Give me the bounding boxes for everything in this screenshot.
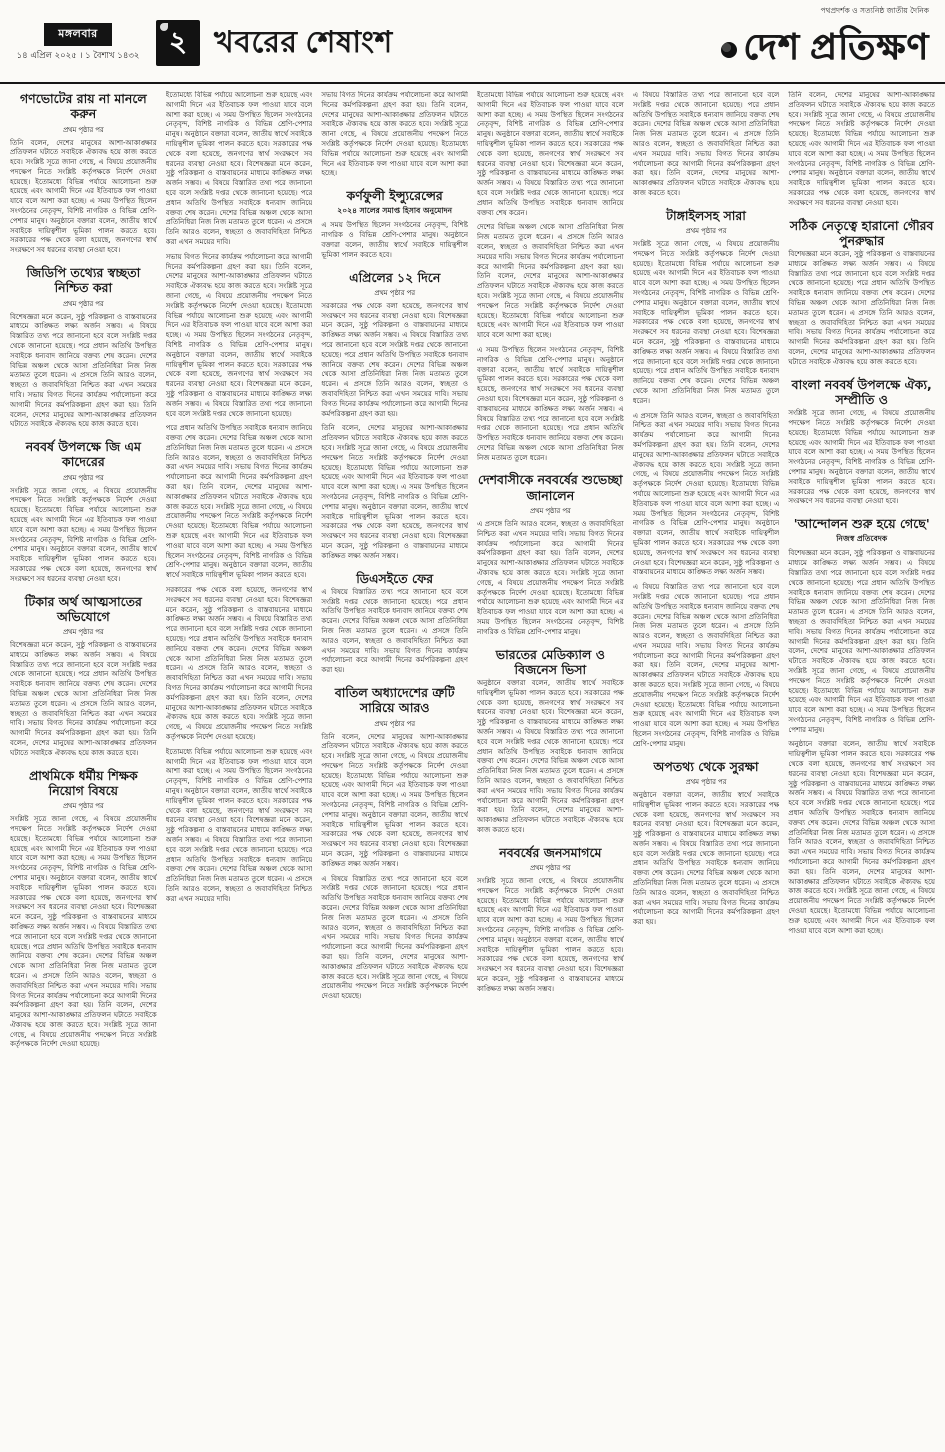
article-headline: নববর্ষের জনসমাগমে bbox=[499, 844, 602, 860]
article-headline: 'আন্দোলন শুরু হয়ে গেছে' bbox=[793, 516, 930, 532]
article-body: এ বিষয়ে বিস্তারিত তথ্য পরে জানানো হবে বলে সংশ্লিষ্ট দপ্তর থেকে জানানো হয়েছে। পরে প্রধান অতিথি উপস্থিত সবাইকে ধন্যবাদ জানিয়ে বক্তব্য শেষ করেন। দেশের বিভিন্ন অঞ্চল থেকে আসা প্রতিনিধিরা নিজ নিজ মতামত তুলে ধরেন। এ প্রসঙ্গে তিনি আরও বলেন, স্বচ্ছতা ও জবাবদিহিতা নিশ্চিত করা এখন সময়ের দাবি। সভায় বিগত দিনের কার্যক্রম পর্যালোচনা করে আগামী দিনের কর্মপরিকল্পনা গ্রহণ করা হয়। তিনি বলেন, দেশের মানুষের আশা-আকাঙ্ক্ষার প্রতিফলন ঘটাতে সবাইকে ঐক্যবদ্ধ হয়ে কাজ করতে হবে। সংশ্লিষ্ট সূত্রে জানা গেছে, এ বিষয়ে প্রয়োজনীয় পদক্ষেপ নিতে সংশ্লিষ্ট কর্তৃপক্ষকে নির্দেশ দেওয়া হয়েছে। bbox=[321, 874, 469, 1001]
article-body: বিশেষজ্ঞরা মনে করেন, সুষ্ঠু পরিকল্পনা ও বাস্তবায়নের মাধ্যমে কাঙ্ক্ষিত লক্ষ্য অর্জন সম্ভব। এ বিষয়ে বিস্তারিত তথ্য পরে জানানো হবে বলে সংশ্লিষ্ট দপ্তর থেকে জানানো হয়েছে। পরে প্রধান অতিথি উপস্থিত সবাইকে ধন্যবাদ জানিয়ে বক্তব্য শেষ করেন। দেশের বিভিন্ন অঞ্চল থেকে আসা প্রতিনিধিরা নিজ নিজ মতামত তুলে ধরেন। এ প্রসঙ্গে তিনি আরও বলেন, স্বচ্ছতা ও জবাবদিহিতা নিশ্চিত করা এখন সময়ের দাবি। সভায় বিগত দিনের কার্যক্রম পর্যালোচনা করে আগামী দিনের কর্মপরিকল্পনা গ্রহণ করা হয়। তিনি বলেন, দেশের মানুষের আশা-আকাঙ্ক্ষার প্রতিফলন ঘটাতে সবাইকে ঐক্যবদ্ধ হয়ে কাজ করতে হবে। সংশ্লিষ্ট সূত্রে জানা গেছে, এ বিষয়ে প্রয়োজনীয় পদক্ষেপ নিতে সংশ্লিষ্ট কর্তৃপক্ষকে নির্দেশ দেওয়া হয়েছে। ইতোমধ্যে বিভিন্ন পর্যায়ে আলোচনা শুরু হয়েছে এবং আগামী দিনে এর ইতিবাচক ফল পাওয়া যাবে বলে আশা করা হচ্ছে। এ সময় উপস্থিত ছিলেন সংগঠনের নেতৃবৃন্দ, বিশিষ্ট নাগরিক ও বিভিন্ন শ্রেণি-পেশার মানুষ। bbox=[788, 549, 936, 734]
article-body: সংশ্লিষ্ট সূত্রে জানা গেছে, এ বিষয়ে প্রয়োজনীয় পদক্ষেপ নিতে সংশ্লিষ্ট কর্তৃপক্ষকে নির্দেশ দেওয়া হয়েছে। ইতোমধ্যে বিভিন্ন পর্যায়ে আলোচনা শুরু হয়েছে এবং আগামী দিনে এর ইতিবাচক ফল পাওয়া যাবে বলে আশা করা হচ্ছে। এ সময় উপস্থিত ছিলেন সংগঠনের নেতৃবৃন্দ, বিশিষ্ট নাগরিক ও বিভিন্ন শ্রেণি-পেশার মানুষ। অনুষ্ঠানে বক্তারা বলেন, জাতীয় স্বার্থে সবাইকে দায়িত্বশীল ভূমিকা পালন করতে হবে। সরকারের পক্ষ থেকে বলা হয়েছে, জনগণের স্বার্থ সংরক্ষণে সব ধরনের ব্যবস্থা নেওয়া হবে। বিশেষজ্ঞরা মনে করেন, সুষ্ঠু পরিকল্পনা ও বাস্তবায়নের মাধ্যমে কাঙ্ক্ষিত লক্ষ্য অর্জন সম্ভব। এ বিষয়ে বিস্তারিত তথ্য পরে জানানো হবে বলে সংশ্লিষ্ট দপ্তর থেকে জানানো হয়েছে। পরে প্রধান অতিথি উপস্থিত সবাইকে ধন্যবাদ জানিয়ে বক্তব্য শেষ করেন। দেশের বিভিন্ন অঞ্চল থেকে আসা প্রতিনিধিরা নিজ নিজ মতামত তুলে ধরেন। এ প্রসঙ্গে তিনি আরও বলেন, স্বচ্ছতা ও জবাবদিহিতা নিশ্চিত করা এখন সময়ের দাবি। সভায় বিগত দিনের কার্যক্রম পর্যালোচনা করে আগামী দিনের কর্মপরিকল্পনা গ্রহণ করা হয়। তিনি বলেন, দেশের মানুষের আশা-আকাঙ্ক্ষার প্রতিফলন ঘটাতে সবাইকে ঐক্যবদ্ধ হয়ে কাজ করতে হবে। সংশ্লিষ্ট সূত্রে জানা গেছে, এ বিষয়ে প্রয়োজনীয় পদক্ষেপ নিতে সংশ্লিষ্ট কর্তৃপক্ষকে নির্দেশ দেওয়া হয়েছে। bbox=[10, 815, 157, 1049]
article-body: বিশেষজ্ঞরা মনে করেন, সুষ্ঠু পরিকল্পনা ও বাস্তবায়নের মাধ্যমে কাঙ্ক্ষিত লক্ষ্য অর্জন সম্ভব। এ বিষয়ে বিস্তারিত তথ্য পরে জানানো হবে বলে সংশ্লিষ্ট দপ্তর থেকে জানানো হয়েছে। পরে প্রধান অতিথি উপস্থিত সবাইকে ধন্যবাদ জানিয়ে বক্তব্য শেষ করেন। দেশের বিভিন্ন অঞ্চল থেকে আসা প্রতিনিধিরা নিজ নিজ মতামত তুলে ধরেন। এ প্রসঙ্গে তিনি আরও বলেন, স্বচ্ছতা ও জবাবদিহিতা নিশ্চিত করা এখন সময়ের দাবি। সভায় বিগত দিনের কার্যক্রম পর্যালোচনা করে আগামী দিনের কর্মপরিকল্পনা গ্রহণ করা হয়। তিনি বলেন, দেশের মানুষের আশা-আকাঙ্ক্ষার প্রতিফলন ঘটাতে সবাইকে ঐক্যবদ্ধ হয়ে কাজ করতে হবে। bbox=[10, 312, 157, 429]
masthead-title: দেশ প্রতিক্ষণ bbox=[743, 27, 929, 67]
masthead-tagline: পথপ্রদর্শক ও সত্যনিষ্ঠ জাতীয় দৈনিক bbox=[820, 6, 929, 15]
date-line: ১৪ এপ্রিল ২০২৫ । ১ বৈশাখ ১৪৩২ bbox=[16, 51, 140, 61]
article-subhead: ২০২৪ সালের সমাপ্ত হিসাব অনুমোদন bbox=[337, 206, 453, 216]
column-5 bbox=[633, 91, 780, 1437]
page-header bbox=[0, 0, 945, 84]
article-headline: দেশবাসীকে নববর্ষের শুভেচ্ছা জানালেন bbox=[478, 472, 623, 503]
continued-from-front-label: প্রথম পৃষ্ঠার পর bbox=[685, 777, 727, 786]
continued-from-front-label: প্রথম পৃষ্ঠার পর bbox=[374, 719, 416, 728]
article-body: অনুষ্ঠানে বক্তারা বলেন, জাতীয় স্বার্থে সবাইকে দায়িত্বশীল ভূমিকা পালন করতে হবে। সরকারের পক্ষ থেকে বলা হয়েছে, জনগণের স্বার্থ সংরক্ষণে সব ধরনের ব্যবস্থা নেওয়া হবে। বিশেষজ্ঞরা মনে করেন, সুষ্ঠু পরিকল্পনা ও বাস্তবায়নের মাধ্যমে কাঙ্ক্ষিত লক্ষ্য অর্জন সম্ভব। এ বিষয়ে বিস্তারিত তথ্য পরে জানানো হবে বলে সংশ্লিষ্ট দপ্তর থেকে জানানো হয়েছে। পরে প্রধান অতিথি উপস্থিত সবাইকে ধন্যবাদ জানিয়ে বক্তব্য শেষ করেন। দেশের বিভিন্ন অঞ্চল থেকে আসা প্রতিনিধিরা নিজ নিজ মতামত তুলে ধরেন। এ প্রসঙ্গে তিনি আরও বলেন, স্বচ্ছতা ও জবাবদিহিতা নিশ্চিত করা এখন সময়ের দাবি। সভায় বিগত দিনের কার্যক্রম পর্যালোচনা করে আগামী দিনের কর্মপরিকল্পনা গ্রহণ করা হয়। তিনি বলেন, দেশের মানুষের আশা-আকাঙ্ক্ষার প্রতিফলন ঘটাতে সবাইকে ঐক্যবদ্ধ হয়ে কাজ করতে হবে। bbox=[477, 679, 624, 834]
article-headline: টিকার অর্থ আত্মসাতের অভিযোগে bbox=[24, 593, 142, 624]
article-body: সংশ্লিষ্ট সূত্রে জানা গেছে, এ বিষয়ে প্রয়োজনীয় পদক্ষেপ নিতে সংশ্লিষ্ট কর্তৃপক্ষকে নির্দেশ দেওয়া হয়েছে। ইতোমধ্যে বিভিন্ন পর্যায়ে আলোচনা শুরু হয়েছে এবং আগামী দিনে এর ইতিবাচক ফল পাওয়া যাবে বলে আশা করা হচ্ছে। এ সময় উপস্থিত ছিলেন সংগঠনের নেতৃবৃন্দ, বিশিষ্ট নাগরিক ও বিভিন্ন শ্রেণি-পেশার মানুষ। অনুষ্ঠানে বক্তারা বলেন, জাতীয় স্বার্থে সবাইকে দায়িত্বশীল ভূমিকা পালন করতে হবে। সরকারের পক্ষ থেকে বলা হয়েছে, জনগণের স্বার্থ সংরক্ষণে সব ধরনের ব্যবস্থা নেওয়া হবে। bbox=[10, 486, 157, 583]
article-headline: নববর্ষ উপলক্ষে জি এম কাদেরের bbox=[25, 439, 141, 470]
article-body: সংশ্লিষ্ট সূত্রে জানা গেছে, এ বিষয়ে প্রয়োজনীয় পদক্ষেপ নিতে সংশ্লিষ্ট কর্তৃপক্ষকে নির্দেশ দেওয়া হয়েছে। ইতোমধ্যে বিভিন্ন পর্যায়ে আলোচনা শুরু হয়েছে এবং আগামী দিনে এর ইতিবাচক ফল পাওয়া যাবে বলে আশা করা হচ্ছে। এ সময় উপস্থিত ছিলেন সংগঠনের নেতৃবৃন্দ, বিশিষ্ট নাগরিক ও বিভিন্ন শ্রেণি-পেশার মানুষ। অনুষ্ঠানে বক্তারা বলেন, জাতীয় স্বার্থে সবাইকে দায়িত্বশীল ভূমিকা পালন করতে হবে। সরকারের পক্ষ থেকে বলা হয়েছে, জনগণের স্বার্থ সংরক্ষণে সব ধরনের ব্যবস্থা নেওয়া হবে। বিশেষজ্ঞরা মনে করেন, সুষ্ঠু পরিকল্পনা ও বাস্তবায়নের মাধ্যমে কাঙ্ক্ষিত লক্ষ্য অর্জন সম্ভব। এ বিষয়ে বিস্তারিত তথ্য পরে জানানো হবে বলে সংশ্লিষ্ট দপ্তর থেকে জানানো হয়েছে। পরে প্রধান অতিথি উপস্থিত সবাইকে ধন্যবাদ জানিয়ে বক্তব্য শেষ করেন। দেশের বিভিন্ন অঞ্চল থেকে আসা প্রতিনিধিরা নিজ নিজ মতামত তুলে ধরেন। bbox=[632, 240, 780, 405]
continued-from-front-label: প্রথম পৃষ্ঠার পর bbox=[62, 628, 104, 637]
article-body: এ বিষয়ে বিস্তারিত তথ্য পরে জানানো হবে বলে সংশ্লিষ্ট দপ্তর থেকে জানানো হয়েছে। পরে প্রধান অতিথি উপস্থিত সবাইকে ধন্যবাদ জানিয়ে বক্তব্য শেষ করেন। দেশের বিভিন্ন অঞ্চল থেকে আসা প্রতিনিধিরা নিজ নিজ মতামত তুলে ধরেন। এ প্রসঙ্গে তিনি আরও বলেন, স্বচ্ছতা ও জবাবদিহিতা নিশ্চিত করা এখন সময়ের দাবি। সভায় বিগত দিনের কার্যক্রম পর্যালোচনা করে আগামী দিনের কর্মপরিকল্পনা গ্রহণ করা হয়। bbox=[321, 587, 469, 675]
column-3 bbox=[321, 91, 468, 1437]
article-subhead: নিজস্ব প্রতিবেদক bbox=[836, 534, 888, 544]
article-headline: ভারতের মেডিক্যাল ও বিজনেস ভিসা bbox=[495, 646, 605, 677]
continued-from-front-label: প্রথম পৃষ্ঠার পর bbox=[374, 288, 416, 297]
article-body: অনুষ্ঠানে বক্তারা বলেন, জাতীয় স্বার্থে সবাইকে দায়িত্বশীল ভূমিকা পালন করতে হবে। সরকারের পক্ষ থেকে বলা হয়েছে, জনগণের স্বার্থ সংরক্ষণে সব ধরনের ব্যবস্থা নেওয়া হবে। বিশেষজ্ঞরা মনে করেন, সুষ্ঠু পরিকল্পনা ও বাস্তবায়নের মাধ্যমে কাঙ্ক্ষিত লক্ষ্য অর্জন সম্ভব। এ বিষয়ে বিস্তারিত তথ্য পরে জানানো হবে বলে সংশ্লিষ্ট দপ্তর থেকে জানানো হয়েছে। পরে প্রধান অতিথি উপস্থিত সবাইকে ধন্যবাদ জানিয়ে বক্তব্য শেষ করেন। দেশের বিভিন্ন অঞ্চল থেকে আসা প্রতিনিধিরা নিজ নিজ মতামত তুলে ধরেন। এ প্রসঙ্গে তিনি আরও বলেন, স্বচ্ছতা ও জবাবদিহিতা নিশ্চিত করা এখন সময়ের দাবি। সভায় বিগত দিনের কার্যক্রম পর্যালোচনা করে আগামী দিনের কর্মপরিকল্পনা গ্রহণ করা হয়। তিনি বলেন, দেশের মানুষের আশা-আকাঙ্ক্ষার প্রতিফলন ঘটাতে সবাইকে ঐক্যবদ্ধ হয়ে কাজ করতে হবে। সংশ্লিষ্ট সূত্রে জানা গেছে, এ বিষয়ে প্রয়োজনীয় পদক্ষেপ নিতে সংশ্লিষ্ট কর্তৃপক্ষকে নির্দেশ দেওয়া হয়েছে। ইতোমধ্যে বিভিন্ন পর্যায়ে আলোচনা শুরু হয়েছে এবং আগামী দিনে এর ইতিবাচক ফল পাওয়া যাবে বলে আশা করা হচ্ছে। bbox=[788, 740, 936, 935]
continued-from-front-label: প্রথম পৃষ্ঠার পর bbox=[530, 864, 571, 873]
article-headline: জিডিপি তথ্যের স্বচ্ছতা নিশ্চিত করা bbox=[26, 265, 141, 296]
leaf-icon bbox=[160, 23, 168, 31]
masthead-block bbox=[721, 6, 931, 80]
article-body: ইতোমধ্যে বিভিন্ন পর্যায়ে আলোচনা শুরু হয়েছে এবং আগামী দিনে এর ইতিবাচক ফল পাওয়া যাবে বলে আশা করা হচ্ছে। এ সময় উপস্থিত ছিলেন সংগঠনের নেতৃবৃন্দ, বিশিষ্ট নাগরিক ও বিভিন্ন শ্রেণি-পেশার মানুষ। অনুষ্ঠানে বক্তারা বলেন, জাতীয় স্বার্থে সবাইকে দায়িত্বশীল ভূমিকা পালন করতে হবে। সরকারের পক্ষ থেকে বলা হয়েছে, জনগণের স্বার্থ সংরক্ষণে সব ধরনের ব্যবস্থা নেওয়া হবে। বিশেষজ্ঞরা মনে করেন, সুষ্ঠু পরিকল্পনা ও বাস্তবায়নের মাধ্যমে কাঙ্ক্ষিত লক্ষ্য অর্জন সম্ভব। এ বিষয়ে বিস্তারিত তথ্য পরে জানানো হবে বলে সংশ্লিষ্ট দপ্তর থেকে জানানো হয়েছে। পরে প্রধান অতিথি উপস্থিত সবাইকে ধন্যবাদ জানিয়ে বক্তব্য শেষ করেন। দেশের বিভিন্ন অঞ্চল থেকে আসা প্রতিনিধিরা নিজ নিজ মতামত তুলে ধরেন। এ প্রসঙ্গে তিনি আরও বলেন, স্বচ্ছতা ও জবাবদিহিতা নিশ্চিত করা এখন সময়ের দাবি। bbox=[165, 747, 313, 903]
article-body: এ বিষয়ে বিস্তারিত তথ্য পরে জানানো হবে বলে সংশ্লিষ্ট দপ্তর থেকে জানানো হয়েছে। পরে প্রধান অতিথি উপস্থিত সবাইকে ধন্যবাদ জানিয়ে বক্তব্য শেষ করেন। দেশের বিভিন্ন অঞ্চল থেকে আসা প্রতিনিধিরা নিজ নিজ মতামত তুলে ধরেন। এ প্রসঙ্গে তিনি আরও বলেন, স্বচ্ছতা ও জবাবদিহিতা নিশ্চিত করা এখন সময়ের দাবি। সভায় বিগত দিনের কার্যক্রম পর্যালোচনা করে আগামী দিনের কর্মপরিকল্পনা গ্রহণ করা হয়। তিনি বলেন, দেশের মানুষের আশা-আকাঙ্ক্ষার প্রতিফলন ঘটাতে সবাইকে ঐক্যবদ্ধ হয়ে কাজ করতে হবে। bbox=[632, 91, 780, 197]
column-4 bbox=[477, 91, 624, 1437]
column-6 bbox=[788, 91, 935, 1437]
section-title: খবরের শেষাংশ bbox=[214, 25, 393, 59]
article-body: সংশ্লিষ্ট সূত্রে জানা গেছে, এ বিষয়ে প্রয়োজনীয় পদক্ষেপ নিতে সংশ্লিষ্ট কর্তৃপক্ষকে নির্দেশ দেওয়া হয়েছে। ইতোমধ্যে বিভিন্ন পর্যায়ে আলোচনা শুরু হয়েছে এবং আগামী দিনে এর ইতিবাচক ফল পাওয়া যাবে বলে আশা করা হচ্ছে। এ সময় উপস্থিত ছিলেন সংগঠনের নেতৃবৃন্দ, বিশিষ্ট নাগরিক ও বিভিন্ন শ্রেণি-পেশার মানুষ। অনুষ্ঠানে বক্তারা বলেন, জাতীয় স্বার্থে সবাইকে দায়িত্বশীল ভূমিকা পালন করতে হবে। সরকারের পক্ষ থেকে বলা হয়েছে, জনগণের স্বার্থ সংরক্ষণে সব ধরনের ব্যবস্থা নেওয়া হবে। বিশেষজ্ঞরা মনে করেন, সুষ্ঠু পরিকল্পনা ও বাস্তবায়নের মাধ্যমে কাঙ্ক্ষিত লক্ষ্য অর্জন সম্ভব। bbox=[477, 877, 624, 993]
masthead-logo-icon bbox=[721, 42, 737, 58]
continued-from-front-label: প্রথম পৃষ্ঠার পর bbox=[685, 227, 727, 236]
article-headline: প্রাথমিকে ধর্মীয় শিক্ষক নিয়োগ বিষয়ে bbox=[28, 767, 138, 798]
article-headline: টাঙ্গাইলসহ সারা bbox=[666, 207, 746, 223]
article-headline: বাংলা নববর্ষ উপলক্ষে ঐক্য, সম্প্রীতি ও bbox=[791, 376, 932, 407]
article-body: তিনি বলেন, দেশের মানুষের আশা-আকাঙ্ক্ষার প্রতিফলন ঘটাতে সবাইকে ঐক্যবদ্ধ হয়ে কাজ করতে হবে। সংশ্লিষ্ট সূত্রে জানা গেছে, এ বিষয়ে প্রয়োজনীয় পদক্ষেপ নিতে সংশ্লিষ্ট কর্তৃপক্ষকে নির্দেশ দেওয়া হয়েছে। ইতোমধ্যে বিভিন্ন পর্যায়ে আলোচনা শুরু হয়েছে এবং আগামী দিনে এর ইতিবাচক ফল পাওয়া যাবে বলে আশা করা হচ্ছে। এ সময় উপস্থিত ছিলেন সংগঠনের নেতৃবৃন্দ, বিশিষ্ট নাগরিক ও বিভিন্ন শ্রেণি-পেশার মানুষ। অনুষ্ঠানে বক্তারা বলেন, জাতীয় স্বার্থে সবাইকে দায়িত্বশীল ভূমিকা পালন করতে হবে। সরকারের পক্ষ থেকে বলা হয়েছে, জনগণের স্বার্থ সংরক্ষণে সব ধরনের ব্যবস্থা নেওয়া হবে। বিশেষজ্ঞরা মনে করেন, সুষ্ঠু পরিকল্পনা ও বাস্তবায়নের মাধ্যমে কাঙ্ক্ষিত লক্ষ্য অর্জন সম্ভব। bbox=[321, 424, 469, 560]
article-body: এ প্রসঙ্গে তিনি আরও বলেন, স্বচ্ছতা ও জবাবদিহিতা নিশ্চিত করা এখন সময়ের দাবি। সভায় বিগত দিনের কার্যক্রম পর্যালোচনা করে আগামী দিনের কর্মপরিকল্পনা গ্রহণ করা হয়। তিনি বলেন, দেশের মানুষের আশা-আকাঙ্ক্ষার প্রতিফলন ঘটাতে সবাইকে ঐক্যবদ্ধ হয়ে কাজ করতে হবে। সংশ্লিষ্ট সূত্রে জানা গেছে, এ বিষয়ে প্রয়োজনীয় পদক্ষেপ নিতে সংশ্লিষ্ট কর্তৃপক্ষকে নির্দেশ দেওয়া হয়েছে। ইতোমধ্যে বিভিন্ন পর্যায়ে আলোচনা শুরু হয়েছে এবং আগামী দিনে এর ইতিবাচক ফল পাওয়া যাবে বলে আশা করা হচ্ছে। এ সময় উপস্থিত ছিলেন সংগঠনের নেতৃবৃন্দ, বিশিষ্ট নাগরিক ও বিভিন্ন শ্রেণি-পেশার মানুষ। bbox=[477, 519, 624, 636]
page-number: ২ bbox=[168, 24, 188, 58]
article-body: অনুষ্ঠানে বক্তারা বলেন, জাতীয় স্বার্থে সবাইকে দায়িত্বশীল ভূমিকা পালন করতে হবে। সরকারের পক্ষ থেকে বলা হয়েছে, জনগণের স্বার্থ সংরক্ষণে সব ধরনের ব্যবস্থা নেওয়া হবে। বিশেষজ্ঞরা মনে করেন, সুষ্ঠু পরিকল্পনা ও বাস্তবায়নের মাধ্যমে কাঙ্ক্ষিত লক্ষ্য অর্জন সম্ভব। এ বিষয়ে বিস্তারিত তথ্য পরে জানানো হবে বলে সংশ্লিষ্ট দপ্তর থেকে জানানো হয়েছে। পরে প্রধান অতিথি উপস্থিত সবাইকে ধন্যবাদ জানিয়ে বক্তব্য শেষ করেন। দেশের বিভিন্ন অঞ্চল থেকে আসা প্রতিনিধিরা নিজ নিজ মতামত তুলে ধরেন। এ প্রসঙ্গে তিনি আরও বলেন, স্বচ্ছতা ও জবাবদিহিতা নিশ্চিত করা এখন সময়ের দাবি। সভায় বিগত দিনের কার্যক্রম পর্যালোচনা করে আগামী দিনের কর্মপরিকল্পনা গ্রহণ করা হয়। bbox=[632, 790, 780, 927]
article-body: ইতোমধ্যে বিভিন্ন পর্যায়ে আলোচনা শুরু হয়েছে এবং আগামী দিনে এর ইতিবাচক ফল পাওয়া যাবে বলে আশা করা হচ্ছে। এ সময় উপস্থিত ছিলেন সংগঠনের নেতৃবৃন্দ, বিশিষ্ট নাগরিক ও বিভিন্ন শ্রেণি-পেশার মানুষ। অনুষ্ঠানে বক্তারা বলেন, জাতীয় স্বার্থে সবাইকে দায়িত্বশীল ভূমিকা পালন করতে হবে। সরকারের পক্ষ থেকে বলা হয়েছে, জনগণের স্বার্থ সংরক্ষণে সব ধরনের ব্যবস্থা নেওয়া হবে। বিশেষজ্ঞরা মনে করেন, সুষ্ঠু পরিকল্পনা ও বাস্তবায়নের মাধ্যমে কাঙ্ক্ষিত লক্ষ্য অর্জন সম্ভব। এ বিষয়ে বিস্তারিত তথ্য পরে জানানো হবে বলে সংশ্লিষ্ট দপ্তর থেকে জানানো হয়েছে। পরে প্রধান অতিথি উপস্থিত সবাইকে ধন্যবাদ জানিয়ে বক্তব্য শেষ করেন। bbox=[477, 91, 624, 217]
article-body: এ প্রসঙ্গে তিনি আরও বলেন, স্বচ্ছতা ও জবাবদিহিতা নিশ্চিত করা এখন সময়ের দাবি। সভায় বিগত দিনের কার্যক্রম পর্যালোচনা করে আগামী দিনের কর্মপরিকল্পনা গ্রহণ করা হয়। তিনি বলেন, দেশের মানুষের আশা-আকাঙ্ক্ষার প্রতিফলন ঘটাতে সবাইকে ঐক্যবদ্ধ হয়ে কাজ করতে হবে। সংশ্লিষ্ট সূত্রে জানা গেছে, এ বিষয়ে প্রয়োজনীয় পদক্ষেপ নিতে সংশ্লিষ্ট কর্তৃপক্ষকে নির্দেশ দেওয়া হয়েছে। ইতোমধ্যে বিভিন্ন পর্যায়ে আলোচনা শুরু হয়েছে এবং আগামী দিনে এর ইতিবাচক ফল পাওয়া যাবে বলে আশা করা হচ্ছে। এ সময় উপস্থিত ছিলেন সংগঠনের নেতৃবৃন্দ, বিশিষ্ট নাগরিক ও বিভিন্ন শ্রেণি-পেশার মানুষ। অনুষ্ঠানে বক্তারা বলেন, জাতীয় স্বার্থে সবাইকে দায়িত্বশীল ভূমিকা পালন করতে হবে। সরকারের পক্ষ থেকে বলা হয়েছে, জনগণের স্বার্থ সংরক্ষণে সব ধরনের ব্যবস্থা নেওয়া হবে। বিশেষজ্ঞরা মনে করেন, সুষ্ঠু পরিকল্পনা ও বাস্তবায়নের মাধ্যমে কাঙ্ক্ষিত লক্ষ্য অর্জন সম্ভব। bbox=[632, 411, 780, 577]
article-body: এ সময় উপস্থিত ছিলেন সংগঠনের নেতৃবৃন্দ, বিশিষ্ট নাগরিক ও বিভিন্ন শ্রেণি-পেশার মানুষ। অনুষ্ঠানে বক্তারা বলেন, জাতীয় স্বার্থে সবাইকে দায়িত্বশীল ভূমিকা পালন করতে হবে। সরকারের পক্ষ থেকে বলা হয়েছে, জনগণের স্বার্থ সংরক্ষণে সব ধরনের ব্যবস্থা নেওয়া হবে। বিশেষজ্ঞরা মনে করেন, সুষ্ঠু পরিকল্পনা ও বাস্তবায়নের মাধ্যমে কাঙ্ক্ষিত লক্ষ্য অর্জন সম্ভব। এ বিষয়ে বিস্তারিত তথ্য পরে জানানো হবে বলে সংশ্লিষ্ট দপ্তর থেকে জানানো হয়েছে। পরে প্রধান অতিথি উপস্থিত সবাইকে ধন্যবাদ জানিয়ে বক্তব্য শেষ করেন। দেশের বিভিন্ন অঞ্চল থেকে আসা প্রতিনিধিরা নিজ নিজ মতামত তুলে ধরেন। bbox=[477, 345, 624, 462]
continued-from-front-label: প্রথম পৃষ্ঠার পর bbox=[62, 802, 104, 811]
article-headline: ডিএসইতে ফের bbox=[356, 570, 434, 586]
article-body: সরকারের পক্ষ থেকে বলা হয়েছে, জনগণের স্বার্থ সংরক্ষণে সব ধরনের ব্যবস্থা নেওয়া হবে। বিশেষজ্ঞরা মনে করেন, সুষ্ঠু পরিকল্পনা ও বাস্তবায়নের মাধ্যমে কাঙ্ক্ষিত লক্ষ্য অর্জন সম্ভব। এ বিষয়ে বিস্তারিত তথ্য পরে জানানো হবে বলে সংশ্লিষ্ট দপ্তর থেকে জানানো হয়েছে। পরে প্রধান অতিথি উপস্থিত সবাইকে ধন্যবাদ জানিয়ে বক্তব্য শেষ করেন। দেশের বিভিন্ন অঞ্চল থেকে আসা প্রতিনিধিরা নিজ নিজ মতামত তুলে ধরেন। এ প্রসঙ্গে তিনি আরও বলেন, স্বচ্ছতা ও জবাবদিহিতা নিশ্চিত করা এখন সময়ের দাবি। সভায় বিগত দিনের কার্যক্রম পর্যালোচনা করে আগামী দিনের কর্মপরিকল্পনা গ্রহণ করা হয়। bbox=[321, 301, 469, 418]
continued-from-front-label: প্রথম পৃষ্ঠার পর bbox=[62, 473, 104, 482]
article-body: এ বিষয়ে বিস্তারিত তথ্য পরে জানানো হবে বলে সংশ্লিষ্ট দপ্তর থেকে জানানো হয়েছে। পরে প্রধান অতিথি উপস্থিত সবাইকে ধন্যবাদ জানিয়ে বক্তব্য শেষ করেন। দেশের বিভিন্ন অঞ্চল থেকে আসা প্রতিনিধিরা নিজ নিজ মতামত তুলে ধরেন। এ প্রসঙ্গে তিনি আরও বলেন, স্বচ্ছতা ও জবাবদিহিতা নিশ্চিত করা এখন সময়ের দাবি। সভায় বিগত দিনের কার্যক্রম পর্যালোচনা করে আগামী দিনের কর্মপরিকল্পনা গ্রহণ করা হয়। তিনি বলেন, দেশের মানুষের আশা-আকাঙ্ক্ষার প্রতিফলন ঘটাতে সবাইকে ঐক্যবদ্ধ হয়ে কাজ করতে হবে। সংশ্লিষ্ট সূত্রে জানা গেছে, এ বিষয়ে প্রয়োজনীয় পদক্ষেপ নিতে সংশ্লিষ্ট কর্তৃপক্ষকে নির্দেশ দেওয়া হয়েছে। ইতোমধ্যে বিভিন্ন পর্যায়ে আলোচনা শুরু হয়েছে এবং আগামী দিনে এর ইতিবাচক ফল পাওয়া যাবে বলে আশা করা হচ্ছে। এ সময় উপস্থিত ছিলেন সংগঠনের নেতৃবৃন্দ, বিশিষ্ট নাগরিক ও বিভিন্ন শ্রেণি-পেশার মানুষ। bbox=[632, 583, 780, 748]
article-headline: কর্ণফুলী ইন্স্যুরেন্সের bbox=[346, 188, 443, 204]
article-body: সরকারের পক্ষ থেকে বলা হয়েছে, জনগণের স্বার্থ সংরক্ষণে সব ধরনের ব্যবস্থা নেওয়া হবে। বিশেষজ্ঞরা মনে করেন, সুষ্ঠু পরিকল্পনা ও বাস্তবায়নের মাধ্যমে কাঙ্ক্ষিত লক্ষ্য অর্জন সম্ভব। এ বিষয়ে বিস্তারিত তথ্য পরে জানানো হবে বলে সংশ্লিষ্ট দপ্তর থেকে জানানো হয়েছে। পরে প্রধান অতিথি উপস্থিত সবাইকে ধন্যবাদ জানিয়ে বক্তব্য শেষ করেন। দেশের বিভিন্ন অঞ্চল থেকে আসা প্রতিনিধিরা নিজ নিজ মতামত তুলে ধরেন। এ প্রসঙ্গে তিনি আরও বলেন, স্বচ্ছতা ও জবাবদিহিতা নিশ্চিত করা এখন সময়ের দাবি। সভায় বিগত দিনের কার্যক্রম পর্যালোচনা করে আগামী দিনের কর্মপরিকল্পনা গ্রহণ করা হয়। তিনি বলেন, দেশের মানুষের আশা-আকাঙ্ক্ষার প্রতিফলন ঘটাতে সবাইকে ঐক্যবদ্ধ হয়ে কাজ করতে হবে। সংশ্লিষ্ট সূত্রে জানা গেছে, এ বিষয়ে প্রয়োজনীয় পদক্ষেপ নিতে সংশ্লিষ্ট কর্তৃপক্ষকে নির্দেশ দেওয়া হয়েছে। bbox=[165, 586, 313, 741]
article-body: তিনি বলেন, দেশের মানুষের আশা-আকাঙ্ক্ষার প্রতিফলন ঘটাতে সবাইকে ঐক্যবদ্ধ হয়ে কাজ করতে হবে। সংশ্লিষ্ট সূত্রে জানা গেছে, এ বিষয়ে প্রয়োজনীয় পদক্ষেপ নিতে সংশ্লিষ্ট কর্তৃপক্ষকে নির্দেশ দেওয়া হয়েছে। ইতোমধ্যে বিভিন্ন পর্যায়ে আলোচনা শুরু হয়েছে এবং আগামী দিনে এর ইতিবাচক ফল পাওয়া যাবে বলে আশা করা হচ্ছে। এ সময় উপস্থিত ছিলেন সংগঠনের নেতৃবৃন্দ, বিশিষ্ট নাগরিক ও বিভিন্ন শ্রেণি-পেশার মানুষ। অনুষ্ঠানে বক্তারা বলেন, জাতীয় স্বার্থে সবাইকে দায়িত্বশীল ভূমিকা পালন করতে হবে। সরকারের পক্ষ থেকে বলা হয়েছে, জনগণের স্বার্থ সংরক্ষণে সব ধরনের ব্যবস্থা নেওয়া হবে। bbox=[788, 91, 936, 207]
article-body: সভায় বিগত দিনের কার্যক্রম পর্যালোচনা করে আগামী দিনের কর্মপরিকল্পনা গ্রহণ করা হয়। তিনি বলেন, দেশের মানুষের আশা-আকাঙ্ক্ষার প্রতিফলন ঘটাতে সবাইকে ঐক্যবদ্ধ হয়ে কাজ করতে হবে। সংশ্লিষ্ট সূত্রে জানা গেছে, এ বিষয়ে প্রয়োজনীয় পদক্ষেপ নিতে সংশ্লিষ্ট কর্তৃপক্ষকে নির্দেশ দেওয়া হয়েছে। ইতোমধ্যে বিভিন্ন পর্যায়ে আলোচনা শুরু হয়েছে এবং আগামী দিনে এর ইতিবাচক ফল পাওয়া যাবে বলে আশা করা হচ্ছে। bbox=[321, 91, 469, 178]
continued-from-front-label: প্রথম পৃষ্ঠার পর bbox=[530, 506, 571, 515]
article-headline: গণভোটের রায় না মানলে করুন bbox=[19, 91, 147, 122]
article-body: তিনি বলেন, দেশের মানুষের আশা-আকাঙ্ক্ষার প্রতিফলন ঘটাতে সবাইকে ঐক্যবদ্ধ হয়ে কাজ করতে হবে। সংশ্লিষ্ট সূত্রে জানা গেছে, এ বিষয়ে প্রয়োজনীয় পদক্ষেপ নিতে সংশ্লিষ্ট কর্তৃপক্ষকে নির্দেশ দেওয়া হয়েছে। ইতোমধ্যে বিভিন্ন পর্যায়ে আলোচনা শুরু হয়েছে এবং আগামী দিনে এর ইতিবাচক ফল পাওয়া যাবে বলে আশা করা হচ্ছে। এ সময় উপস্থিত ছিলেন সংগঠনের নেতৃবৃন্দ, বিশিষ্ট নাগরিক ও বিভিন্ন শ্রেণি-পেশার মানুষ। অনুষ্ঠানে বক্তারা বলেন, জাতীয় স্বার্থে সবাইকে দায়িত্বশীল ভূমিকা পালন করতে হবে। সরকারের পক্ষ থেকে বলা হয়েছে, জনগণের স্বার্থ সংরক্ষণে সব ধরনের ব্যবস্থা নেওয়া হবে। bbox=[10, 138, 157, 255]
article-headline: সঠিক নেতৃত্বে হারানো গৌরব পুনরুদ্ধার bbox=[789, 217, 934, 248]
day-banner: মঙ্গলবার bbox=[44, 23, 111, 46]
columns bbox=[0, 84, 945, 1444]
article-body: ইতোমধ্যে বিভিন্ন পর্যায়ে আলোচনা শুরু হয়েছে এবং আগামী দিনে এর ইতিবাচক ফল পাওয়া যাবে বলে আশা করা হচ্ছে। এ সময় উপস্থিত ছিলেন সংগঠনের নেতৃবৃন্দ, বিশিষ্ট নাগরিক ও বিভিন্ন শ্রেণি-পেশার মানুষ। অনুষ্ঠানে বক্তারা বলেন, জাতীয় স্বার্থে সবাইকে দায়িত্বশীল ভূমিকা পালন করতে হবে। সরকারের পক্ষ থেকে বলা হয়েছে, জনগণের স্বার্থ সংরক্ষণে সব ধরনের ব্যবস্থা নেওয়া হবে। বিশেষজ্ঞরা মনে করেন, সুষ্ঠু পরিকল্পনা ও বাস্তবায়নের মাধ্যমে কাঙ্ক্ষিত লক্ষ্য অর্জন সম্ভব। এ বিষয়ে বিস্তারিত তথ্য পরে জানানো হবে বলে সংশ্লিষ্ট দপ্তর থেকে জানানো হয়েছে। পরে প্রধান অতিথি উপস্থিত সবাইকে ধন্যবাদ জানিয়ে বক্তব্য শেষ করেন। দেশের বিভিন্ন অঞ্চল থেকে আসা প্রতিনিধিরা নিজ নিজ মতামত তুলে ধরেন। এ প্রসঙ্গে তিনি আরও বলেন, স্বচ্ছতা ও জবাবদিহিতা নিশ্চিত করা এখন সময়ের দাবি। bbox=[165, 91, 313, 246]
article-body: বিশেষজ্ঞরা মনে করেন, সুষ্ঠু পরিকল্পনা ও বাস্তবায়নের মাধ্যমে কাঙ্ক্ষিত লক্ষ্য অর্জন সম্ভব। এ বিষয়ে বিস্তারিত তথ্য পরে জানানো হবে বলে সংশ্লিষ্ট দপ্তর থেকে জানানো হয়েছে। পরে প্রধান অতিথি উপস্থিত সবাইকে ধন্যবাদ জানিয়ে বক্তব্য শেষ করেন। দেশের বিভিন্ন অঞ্চল থেকে আসা প্রতিনিধিরা নিজ নিজ মতামত তুলে ধরেন। এ প্রসঙ্গে তিনি আরও বলেন, স্বচ্ছতা ও জবাবদিহিতা নিশ্চিত করা এখন সময়ের দাবি। সভায় বিগত দিনের কার্যক্রম পর্যালোচনা করে আগামী দিনের কর্মপরিকল্পনা গ্রহণ করা হয়। তিনি বলেন, দেশের মানুষের আশা-আকাঙ্ক্ষার প্রতিফলন ঘটাতে সবাইকে ঐক্যবদ্ধ হয়ে কাজ করতে হবে। bbox=[788, 250, 936, 366]
article-headline: অপতথ্য থেকে সুরক্ষা bbox=[653, 758, 759, 774]
page-number-badge bbox=[156, 20, 200, 66]
article-body: সংশ্লিষ্ট সূত্রে জানা গেছে, এ বিষয়ে প্রয়োজনীয় পদক্ষেপ নিতে সংশ্লিষ্ট কর্তৃপক্ষকে নির্দেশ দেওয়া হয়েছে। ইতোমধ্যে বিভিন্ন পর্যায়ে আলোচনা শুরু হয়েছে এবং আগামী দিনে এর ইতিবাচক ফল পাওয়া যাবে বলে আশা করা হচ্ছে। এ সময় উপস্থিত ছিলেন সংগঠনের নেতৃবৃন্দ, বিশিষ্ট নাগরিক ও বিভিন্ন শ্রেণি-পেশার মানুষ। অনুষ্ঠানে বক্তারা বলেন, জাতীয় স্বার্থে সবাইকে দায়িত্বশীল ভূমিকা পালন করতে হবে। সরকারের পক্ষ থেকে বলা হয়েছে, জনগণের স্বার্থ সংরক্ষণে সব ধরনের ব্যবস্থা নেওয়া হবে। bbox=[788, 409, 936, 506]
article-body: বিশেষজ্ঞরা মনে করেন, সুষ্ঠু পরিকল্পনা ও বাস্তবায়নের মাধ্যমে কাঙ্ক্ষিত লক্ষ্য অর্জন সম্ভব। এ বিষয়ে বিস্তারিত তথ্য পরে জানানো হবে বলে সংশ্লিষ্ট দপ্তর থেকে জানানো হয়েছে। পরে প্রধান অতিথি উপস্থিত সবাইকে ধন্যবাদ জানিয়ে বক্তব্য শেষ করেন। দেশের বিভিন্ন অঞ্চল থেকে আসা প্রতিনিধিরা নিজ নিজ মতামত তুলে ধরেন। এ প্রসঙ্গে তিনি আরও বলেন, স্বচ্ছতা ও জবাবদিহিতা নিশ্চিত করা এখন সময়ের দাবি। সভায় বিগত দিনের কার্যক্রম পর্যালোচনা করে আগামী দিনের কর্মপরিকল্পনা গ্রহণ করা হয়। তিনি বলেন, দেশের মানুষের আশা-আকাঙ্ক্ষার প্রতিফলন ঘটাতে সবাইকে ঐক্যবদ্ধ হয়ে কাজ করতে হবে। bbox=[10, 641, 157, 757]
masthead-row bbox=[721, 20, 929, 80]
article-headline: বাতিল অধ্যাদেশের ত্রুটি সারিয়ে আরও bbox=[334, 685, 455, 716]
article-body: এ সময় উপস্থিত ছিলেন সংগঠনের নেতৃবৃন্দ, বিশিষ্ট নাগরিক ও বিভিন্ন শ্রেণি-পেশার মানুষ। অনুষ্ঠানে বক্তারা বলেন, জাতীয় স্বার্থে সবাইকে দায়িত্বশীল ভূমিকা পালন করতে হবে। bbox=[321, 221, 469, 259]
article-body: দেশের বিভিন্ন অঞ্চল থেকে আসা প্রতিনিধিরা নিজ নিজ মতামত তুলে ধরেন। এ প্রসঙ্গে তিনি আরও বলেন, স্বচ্ছতা ও জবাবদিহিতা নিশ্চিত করা এখন সময়ের দাবি। সভায় বিগত দিনের কার্যক্রম পর্যালোচনা করে আগামী দিনের কর্মপরিকল্পনা গ্রহণ করা হয়। তিনি বলেন, দেশের মানুষের আশা-আকাঙ্ক্ষার প্রতিফলন ঘটাতে সবাইকে ঐক্যবদ্ধ হয়ে কাজ করতে হবে। সংশ্লিষ্ট সূত্রে জানা গেছে, এ বিষয়ে প্রয়োজনীয় পদক্ষেপ নিতে সংশ্লিষ্ট কর্তৃপক্ষকে নির্দেশ দেওয়া হয়েছে। ইতোমধ্যে বিভিন্ন পর্যায়ে আলোচনা শুরু হয়েছে এবং আগামী দিনে এর ইতিবাচক ফল পাওয়া যাবে বলে আশা করা হচ্ছে। bbox=[477, 223, 624, 340]
column-1 bbox=[10, 91, 157, 1437]
article-body: সভায় বিগত দিনের কার্যক্রম পর্যালোচনা করে আগামী দিনের কর্মপরিকল্পনা গ্রহণ করা হয়। তিনি বলেন, দেশের মানুষের আশা-আকাঙ্ক্ষার প্রতিফলন ঘটাতে সবাইকে ঐক্যবদ্ধ হয়ে কাজ করতে হবে। সংশ্লিষ্ট সূত্রে জানা গেছে, এ বিষয়ে প্রয়োজনীয় পদক্ষেপ নিতে সংশ্লিষ্ট কর্তৃপক্ষকে নির্দেশ দেওয়া হয়েছে। ইতোমধ্যে বিভিন্ন পর্যায়ে আলোচনা শুরু হয়েছে এবং আগামী দিনে এর ইতিবাচক ফল পাওয়া যাবে বলে আশা করা হচ্ছে। এ সময় উপস্থিত ছিলেন সংগঠনের নেতৃবৃন্দ, বিশিষ্ট নাগরিক ও বিভিন্ন শ্রেণি-পেশার মানুষ। অনুষ্ঠানে বক্তারা বলেন, জাতীয় স্বার্থে সবাইকে দায়িত্বশীল ভূমিকা পালন করতে হবে। সরকারের পক্ষ থেকে বলা হয়েছে, জনগণের স্বার্থ সংরক্ষণে সব ধরনের ব্যবস্থা নেওয়া হবে। বিশেষজ্ঞরা মনে করেন, সুষ্ঠু পরিকল্পনা ও বাস্তবায়নের মাধ্যমে কাঙ্ক্ষিত লক্ষ্য অর্জন সম্ভব। এ বিষয়ে বিস্তারিত তথ্য পরে জানানো হবে বলে সংশ্লিষ্ট দপ্তর থেকে জানানো হয়েছে। bbox=[165, 252, 313, 418]
continued-from-front-label: প্রথম পৃষ্ঠার পর bbox=[62, 299, 104, 308]
article-headline: এপ্রিলের ১২ দিনে bbox=[349, 269, 441, 285]
article-body: পরে প্রধান অতিথি উপস্থিত সবাইকে ধন্যবাদ জানিয়ে বক্তব্য শেষ করেন। দেশের বিভিন্ন অঞ্চল থেকে আসা প্রতিনিধিরা নিজ নিজ মতামত তুলে ধরেন। এ প্রসঙ্গে তিনি আরও বলেন, স্বচ্ছতা ও জবাবদিহিতা নিশ্চিত করা এখন সময়ের দাবি। সভায় বিগত দিনের কার্যক্রম পর্যালোচনা করে আগামী দিনের কর্মপরিকল্পনা গ্রহণ করা হয়। তিনি বলেন, দেশের মানুষের আশা-আকাঙ্ক্ষার প্রতিফলন ঘটাতে সবাইকে ঐক্যবদ্ধ হয়ে কাজ করতে হবে। সংশ্লিষ্ট সূত্রে জানা গেছে, এ বিষয়ে প্রয়োজনীয় পদক্ষেপ নিতে সংশ্লিষ্ট কর্তৃপক্ষকে নির্দেশ দেওয়া হয়েছে। ইতোমধ্যে বিভিন্ন পর্যায়ে আলোচনা শুরু হয়েছে এবং আগামী দিনে এর ইতিবাচক ফল পাওয়া যাবে বলে আশা করা হচ্ছে। এ সময় উপস্থিত ছিলেন সংগঠনের নেতৃবৃন্দ, বিশিষ্ট নাগরিক ও বিভিন্ন শ্রেণি-পেশার মানুষ। অনুষ্ঠানে বক্তারা বলেন, জাতীয় স্বার্থে সবাইকে দায়িত্বশীল ভূমিকা পালন করতে হবে। bbox=[165, 424, 313, 580]
date-block bbox=[14, 23, 142, 63]
continued-from-front-label: প্রথম পৃষ্ঠার পর bbox=[62, 125, 104, 134]
article-body: তিনি বলেন, দেশের মানুষের আশা-আকাঙ্ক্ষার প্রতিফলন ঘটাতে সবাইকে ঐক্যবদ্ধ হয়ে কাজ করতে হবে। সংশ্লিষ্ট সূত্রে জানা গেছে, এ বিষয়ে প্রয়োজনীয় পদক্ষেপ নিতে সংশ্লিষ্ট কর্তৃপক্ষকে নির্দেশ দেওয়া হয়েছে। ইতোমধ্যে বিভিন্ন পর্যায়ে আলোচনা শুরু হয়েছে এবং আগামী দিনে এর ইতিবাচক ফল পাওয়া যাবে বলে আশা করা হচ্ছে। এ সময় উপস্থিত ছিলেন সংগঠনের নেতৃবৃন্দ, বিশিষ্ট নাগরিক ও বিভিন্ন শ্রেণি-পেশার মানুষ। অনুষ্ঠানে বক্তারা বলেন, জাতীয় স্বার্থে সবাইকে দায়িত্বশীল ভূমিকা পালন করতে হবে। সরকারের পক্ষ থেকে বলা হয়েছে, জনগণের স্বার্থ সংরক্ষণে সব ধরনের ব্যবস্থা নেওয়া হবে। বিশেষজ্ঞরা মনে করেন, সুষ্ঠু পরিকল্পনা ও বাস্তবায়নের মাধ্যমে কাঙ্ক্ষিত লক্ষ্য অর্জন সম্ভব। bbox=[321, 732, 469, 868]
column-2 bbox=[166, 91, 313, 1437]
